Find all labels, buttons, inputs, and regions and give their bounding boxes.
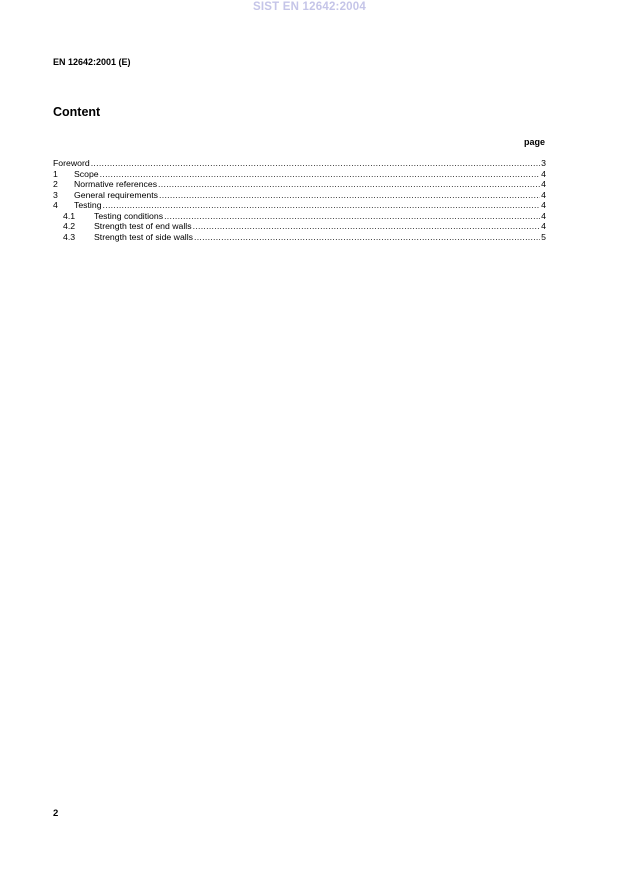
toc-entry[interactable] (53, 158, 546, 169)
toc-entry-number: 3 (53, 189, 58, 200)
toc-dot-leader (100, 169, 541, 180)
toc-entry-number: 4.2 (63, 221, 76, 231)
toc-entry-page: 5 (541, 231, 546, 242)
toc-entry-title: General requirements (74, 189, 159, 200)
toc-entry-number: 1 (53, 168, 58, 179)
toc-entry[interactable] (53, 211, 546, 222)
toc-entry-number: 4.3 (63, 231, 76, 242)
toc-entry[interactable] (53, 179, 546, 190)
toc-entry-page: 4 (541, 168, 546, 179)
toc-entry[interactable] (53, 232, 546, 243)
page-column-label: page (523, 137, 545, 147)
toc-entry-page: 4 (541, 179, 546, 189)
content-heading: Content (53, 105, 101, 119)
toc-entry[interactable] (53, 169, 546, 180)
toc-entry-number: 2 (53, 179, 58, 189)
toc-dot-leader (158, 179, 540, 190)
table-of-contents (53, 158, 546, 242)
document-identifier: EN 12642:2001 (E) (53, 57, 131, 67)
toc-dot-leader (103, 200, 541, 211)
toc-dot-leader (91, 158, 540, 169)
toc-entry-title: Scope (74, 168, 99, 179)
toc-entry-page: 4 (541, 210, 546, 221)
watermark: SIST EN 12642:2004 (253, 1, 366, 13)
toc-entry[interactable] (53, 200, 546, 211)
toc-entry-number: 4 (53, 200, 58, 210)
toc-entry-page: 4 (541, 200, 546, 210)
toc-dot-leader (164, 211, 540, 222)
toc-entry[interactable] (53, 190, 546, 201)
toc-dot-leader (194, 232, 540, 243)
toc-entry-title: Testing (74, 200, 102, 210)
page-number: 2 (53, 808, 59, 819)
toc-entry[interactable] (53, 221, 546, 232)
toc-entry-title: Foreword (53, 158, 90, 168)
toc-entry-page: 4 (541, 189, 546, 200)
toc-entry-title: Strength test of end walls (94, 221, 192, 231)
toc-dot-leader (193, 221, 541, 232)
toc-entry-page: 4 (541, 221, 546, 231)
toc-entry-title: Testing conditions (94, 210, 164, 221)
toc-dot-leader (159, 190, 540, 201)
toc-entry-title: Normative references (74, 179, 158, 189)
toc-entry-page: 3 (541, 158, 546, 168)
toc-entry-title: Strength test of side walls (94, 231, 193, 242)
toc-entry-number: 4.1 (63, 210, 76, 221)
